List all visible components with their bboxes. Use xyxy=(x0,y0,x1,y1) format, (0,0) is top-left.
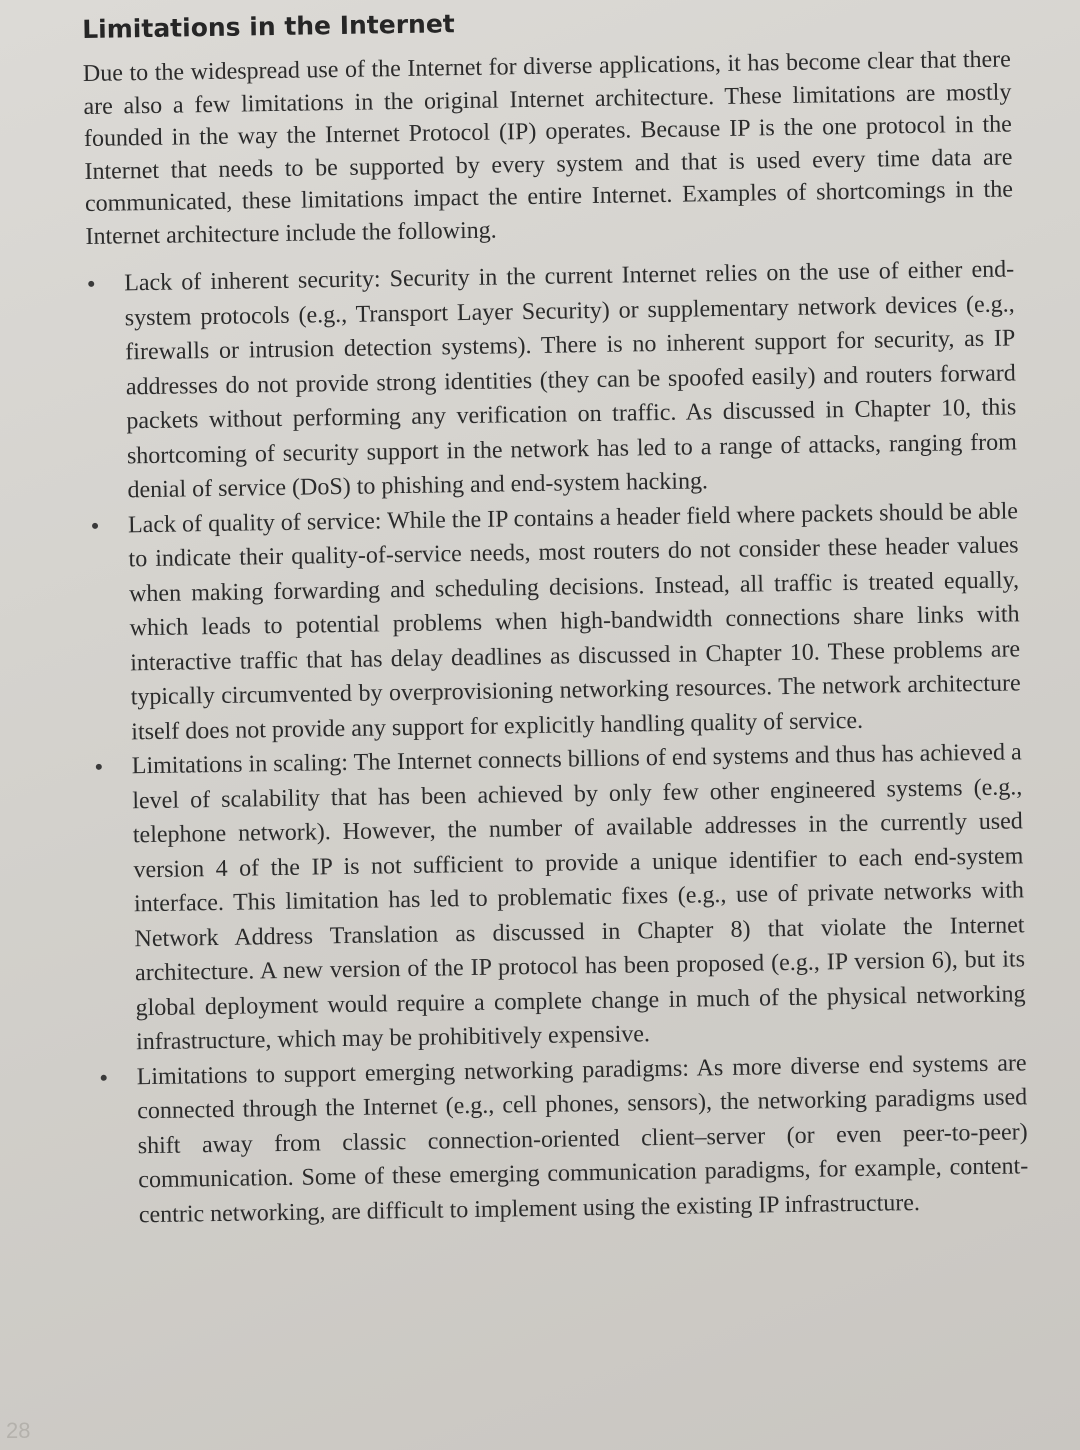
list-item xyxy=(98,1046,1029,1233)
bullet-dot xyxy=(96,764,102,770)
list-item-text: Lack of quality of service: While the IP contains a header field where packets should be able to indicate their quality-of-service needs, most routers do not consider these header values when making forwarding and scheduling decisions. Instead, all traffic is treated equally, which leads to potential problems when high-bandwidth connections share links with interactive traffic that has delay deadlines as discussed in Chapter 10. These problems are typically circumvented by overprovisioning networking resources. The network architecture itself does not provide any support for explicitly handling quality of service. xyxy=(127,497,1021,745)
list-item-text: Lack of inherent security: Security in the current Internet relies on the use of either end-system protocols (e.g., Transport Layer Security) or supplementary network devices (e.g., firewalls or intrusion detection systems). There is no inherent support for security, as IP addresses do not provide strong identities (they can be spoofed easily) and routers forward packets without performing any verification on traffic. As discussed in Chapter 10, this shortcoming of security support in the network has led to a range of attacks, ranging from denial of service (DoS) to phishing and end-system hacking. xyxy=(124,256,1018,504)
list-item xyxy=(90,494,1022,750)
section-heading: Limitations in the Internet xyxy=(82,9,455,44)
list-item-text: Limitations to support emerging networking paradigms: As more diverse end systems are connected through the Internet (e.g., cell phones, sensors), the networking paradigms used shift away from classic connection-oriented client–server (or even peer-to-peer) communication. Some of these emerging communication paradigms, for example, content-centric networking, are difficult to implement using the existing IP infrastructure. xyxy=(136,1049,1029,1228)
page-content xyxy=(82,0,1029,1233)
list-item xyxy=(94,735,1027,1060)
list-item xyxy=(86,252,1018,508)
bullet-dot xyxy=(101,1074,107,1080)
list-item-text: Limitations in scaling: The Internet connects billions of end systems and thus has achieved a level of scalability that has been achieved by only few other engineered systems (e.g., telephone network). However, the number of available addresses in the currently used version 4 of the IP is not sufficient to provide a unique identifier to each end-system interface. This limitation has led to problematic fixes (e.g., use of private networks with Network Address Translation as discussed in Chapter 8) that violate the Internet architecture. A new version of the IP protocol has been proposed (e.g., IP version 6), but its global deployment would require a complete change in much of the physical networking infrastructure, which may be prohibitively expensive. xyxy=(131,739,1026,1056)
intro-paragraph: Due to the widespread use of the Internet for diverse applications, it has become clear that there are also a few limitations in the original Internet architecture. These limitations are mostly founded in the way the Internet Protocol (IP) operates. Because IP is the one protocol in the Internet that needs to be supported by every system and that is used every time data are communicated, these limitations impact the entire Internet. Examples of shortcomings in the Internet architecture include the following. xyxy=(82,46,1014,250)
bullet-dot xyxy=(88,281,94,287)
shortcomings-list xyxy=(86,252,1029,1232)
page-number: 28 xyxy=(6,1418,31,1443)
bullet-dot xyxy=(92,522,98,528)
